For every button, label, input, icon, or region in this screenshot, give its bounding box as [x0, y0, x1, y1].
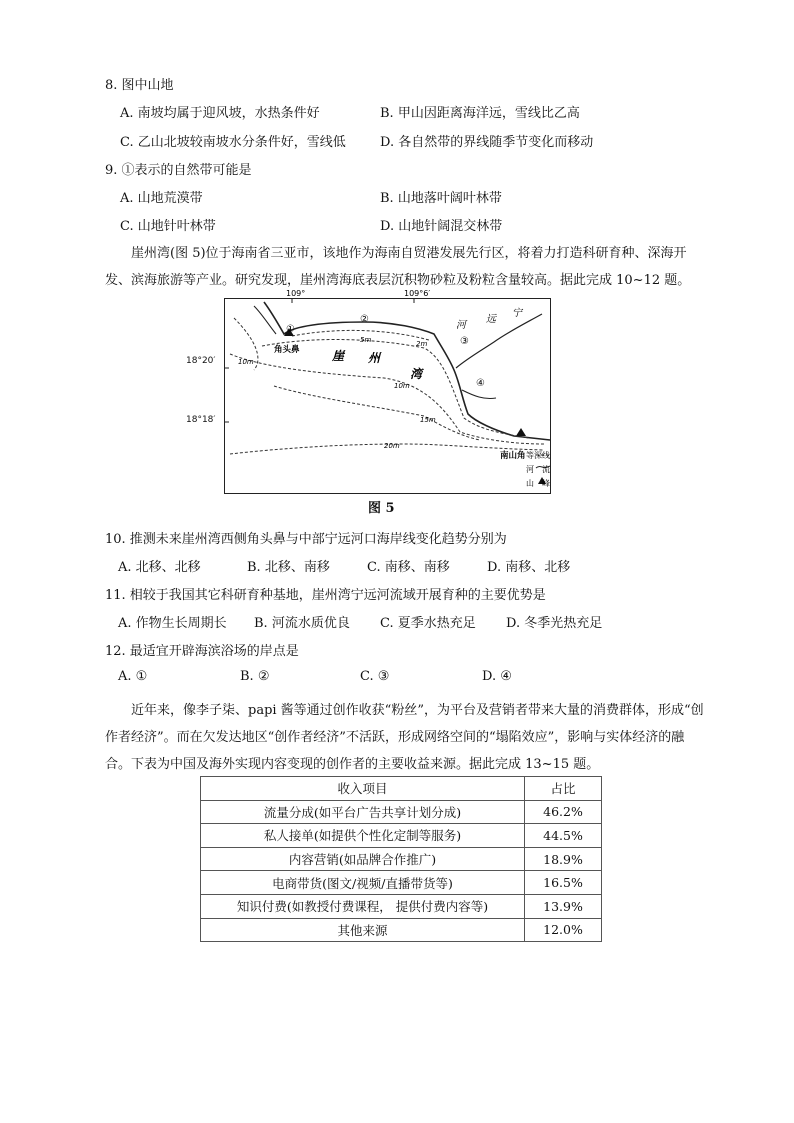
question-11-stem: 11. 相较于我国其它科研育种基地，崖州湾宁远河流域开展育种的主要优势是	[105, 588, 546, 603]
question-10-option-a: A. 北移、北移	[118, 560, 201, 575]
question-11-option-a: A. 作物生长周期长	[118, 616, 227, 631]
question-12-stem: 12. 最适宜开辟海滨浴场的岸点是	[105, 644, 299, 659]
question-10-stem: 10. 推测未来崖州湾西侧角头鼻与中部宁远河口海岸线变化趋势分别为	[105, 532, 507, 547]
question-12-option-d: D. ④	[482, 669, 512, 684]
river-label: 宁	[512, 308, 522, 319]
question-9-option-c: C. 山地针叶林带	[120, 219, 216, 234]
latitude-label: 18°18′	[186, 415, 216, 425]
table-cell: 私人接单(如提供个性化定制等服务)	[201, 824, 525, 848]
intro-paragraph-creator-economy: 近年来，像李子柒、papi 酱等通过创作收获“粉丝”，为平台及营销者带来大量的消费群体，形成“创作者经济”。而在欠发达地区“创作者经济”不活跃，形成网络空间的“塌陷效应”，影响与实体经济的融合。下表为中国及海外实现内容变现的创作者的主要收益来源。据此完成 13~15 题。	[105, 703, 704, 772]
table-cell: 16.5%	[525, 871, 602, 895]
table-cell: 44.5%	[525, 824, 602, 848]
bay-label: 州	[368, 351, 381, 365]
question-12-option-c: C. ③	[360, 669, 390, 684]
bay-label: 湾	[410, 367, 423, 381]
table-row	[201, 847, 602, 871]
legend-isobath: 等深线	[526, 451, 550, 460]
question-10-option-c: C. 南移、南移	[367, 560, 450, 575]
river-label: 远	[486, 314, 496, 325]
depth-label: 15m	[420, 416, 436, 424]
table-row	[201, 871, 602, 895]
table-header-cell: 收入项目	[201, 777, 525, 801]
table-cell: 13.9%	[525, 894, 602, 918]
question-11-option-b: B. 河流水质优良	[254, 616, 350, 631]
table-cell: 其他来源	[201, 918, 525, 942]
table-header-cell: 占比	[525, 777, 602, 801]
table-header-row	[201, 777, 602, 801]
question-8-option-a: A. 南坡均属于迎风坡，水热条件好	[120, 106, 320, 121]
place-cape: 角头鼻	[274, 345, 300, 355]
depth-label: 10m	[238, 358, 254, 366]
question-10-option-d: D. 南移、北移	[487, 560, 571, 575]
table-cell: 46.2%	[525, 800, 602, 824]
question-11-option-d: D. 冬季光热充足	[506, 616, 603, 631]
longitude-label: 109°	[286, 289, 306, 298]
bay-label: 崖	[332, 349, 345, 363]
question-8-option-b: B. 甲山因距离海洋远，雪线比乙高	[380, 106, 580, 121]
legend-peak: 山 峰	[526, 479, 550, 488]
table-cell: 流量分成(如平台广告共享计划分成)	[201, 800, 525, 824]
place-nanshan: 南山角	[500, 451, 526, 461]
latitude-label: 18°20′	[186, 356, 216, 366]
question-8-option-d: D. 各自然带的界线随季节变化而移动	[380, 135, 594, 150]
table-cell: 12.0%	[525, 918, 602, 942]
table-row	[201, 918, 602, 942]
depth-label: 10m	[394, 382, 410, 390]
question-12-option-b: B. ②	[240, 669, 270, 684]
question-9-stem: 9. ①表示的自然带可能是	[105, 163, 252, 178]
question-12-option-a: A. ①	[118, 669, 148, 684]
river-label: 河	[456, 320, 466, 331]
marker-3: ③	[460, 336, 469, 347]
question-9-option-a: A. 山地荒漠带	[120, 191, 203, 206]
marker-2: ②	[360, 314, 369, 325]
revenue-source-table	[200, 776, 602, 942]
question-9-option-d: D. 山地针阔混交林带	[380, 219, 503, 234]
table-cell: 18.9%	[525, 847, 602, 871]
marker-1: ①	[286, 324, 295, 335]
marker-4: ④	[476, 378, 485, 389]
question-9-option-b: B. 山地落叶阔叶林带	[380, 191, 502, 206]
map-frame	[225, 299, 551, 494]
figure-5-map	[224, 289, 551, 494]
table-cell: 内容营销(如品牌合作推广)	[201, 847, 525, 871]
table-row	[201, 800, 602, 824]
table-row	[201, 824, 602, 848]
question-10-option-b: B. 北移、南移	[247, 560, 330, 575]
legend-river: 河 流	[526, 465, 550, 474]
table-cell: 知识付费(如教授付费课程， 提供付费内容等)	[201, 894, 525, 918]
figure-caption: 图 5	[368, 501, 395, 516]
depth-label: 5m	[360, 336, 372, 344]
question-8-option-c: C. 乙山北坡较南坡水分条件好，雪线低	[120, 135, 346, 150]
intro-paragraph-yazhou-bay: 崖州湾(图 5)位于海南省三亚市，该地作为海南自贸港发展先行区，将着力打造科研育种、深海开发、滨海旅游等产业。研究发现，崖州湾海底表层沉积物砂粒及粉粒含量较高。据此完成 10~12 题。	[105, 246, 691, 288]
table-row	[201, 894, 602, 918]
question-8-stem: 8. 图中山地	[105, 78, 174, 93]
question-11-option-c: C. 夏季水热充足	[380, 616, 476, 631]
longitude-label: 109°6′	[404, 289, 431, 298]
depth-label: 2m	[416, 340, 428, 348]
depth-label: 20m	[384, 442, 400, 450]
table-cell: 电商带货(图文/视频/直播带货等)	[201, 871, 525, 895]
